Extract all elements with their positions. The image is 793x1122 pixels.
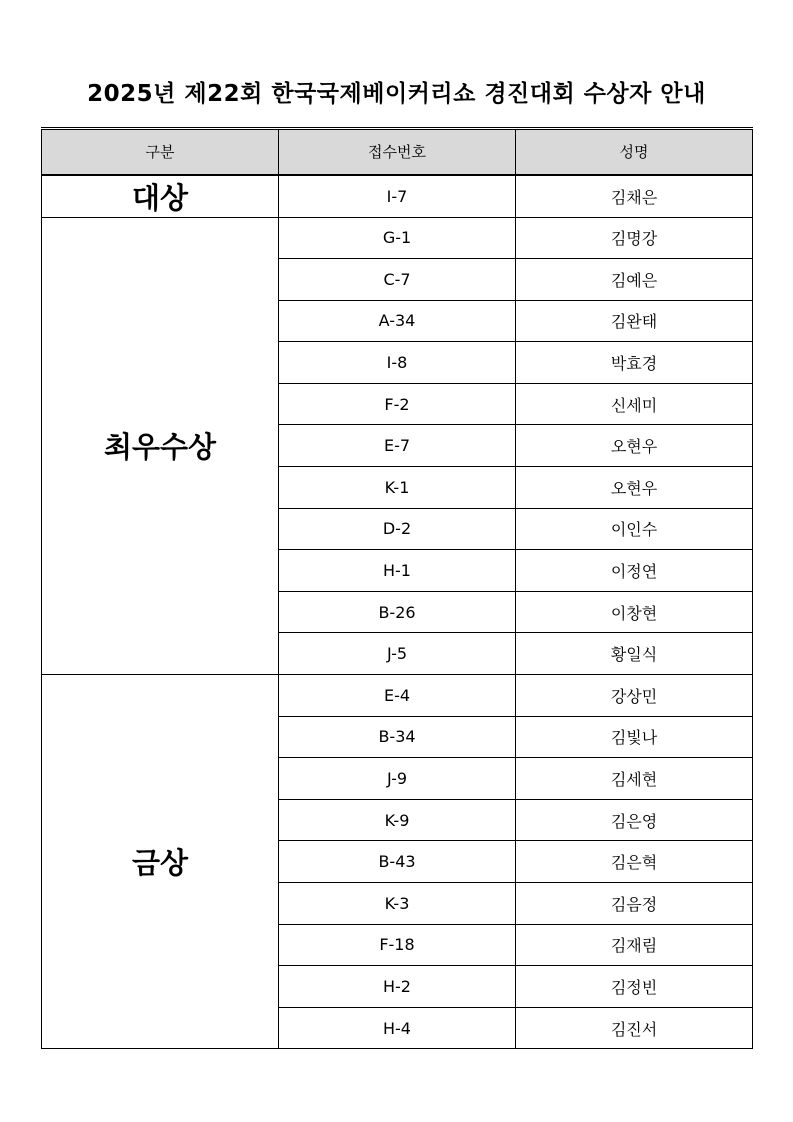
entry-number: E-7 (279, 425, 516, 467)
winner-name: 김은영 (516, 799, 753, 841)
entry-number: H-1 (279, 550, 516, 592)
winner-name: 오현우 (516, 425, 753, 467)
entry-number: K-3 (279, 883, 516, 925)
winner-name: 이인수 (516, 508, 753, 550)
entry-number: J-9 (279, 758, 516, 800)
table-body (42, 175, 753, 1049)
winner-name: 이정연 (516, 550, 753, 592)
entry-number: C-7 (279, 259, 516, 301)
winner-name: 김정빈 (516, 966, 753, 1008)
entry-number: I-7 (279, 175, 516, 218)
entry-number: H-2 (279, 966, 516, 1008)
winner-name: 김예은 (516, 259, 753, 301)
winner-name: 신세미 (516, 383, 753, 425)
winner-name: 김진서 (516, 1007, 753, 1049)
winner-name: 박효경 (516, 342, 753, 384)
winner-name: 김재림 (516, 924, 753, 966)
winner-name: 김빛나 (516, 716, 753, 758)
winner-name: 김채은 (516, 175, 753, 218)
header-name: 성명 (516, 129, 753, 175)
winner-name: 강상민 (516, 675, 753, 717)
winner-name: 김세현 (516, 758, 753, 800)
entry-number: B-26 (279, 591, 516, 633)
header-row (42, 129, 753, 175)
winner-name: 오현우 (516, 467, 753, 509)
table-row (42, 217, 753, 259)
table-row (42, 175, 753, 218)
table-row (42, 675, 753, 717)
entry-number: K-1 (279, 467, 516, 509)
entry-number: E-4 (279, 675, 516, 717)
winner-name: 김은혁 (516, 841, 753, 883)
winner-name: 김명강 (516, 217, 753, 259)
category-excellence-award: 최우수상 (42, 217, 279, 675)
entry-number: J-5 (279, 633, 516, 675)
entry-number: F-2 (279, 383, 516, 425)
winner-name: 이창현 (516, 591, 753, 633)
winner-name: 황일식 (516, 633, 753, 675)
entry-number: B-34 (279, 716, 516, 758)
table-header (42, 129, 753, 175)
category-grand-prize: 대상 (42, 175, 279, 218)
header-category: 구분 (42, 129, 279, 175)
page-title: 2025년 제22회 한국국제베이커리쇼 경진대회 수상자 안내 (87, 81, 706, 107)
winner-name: 김음정 (516, 883, 753, 925)
entry-number: G-1 (279, 217, 516, 259)
entry-number: H-4 (279, 1007, 516, 1049)
awards-table (41, 127, 753, 1049)
entry-number: A-34 (279, 300, 516, 342)
entry-number: I-8 (279, 342, 516, 384)
entry-number: D-2 (279, 508, 516, 550)
entry-number: B-43 (279, 841, 516, 883)
header-number: 접수번호 (279, 129, 516, 175)
entry-number: F-18 (279, 924, 516, 966)
winner-name: 김완태 (516, 300, 753, 342)
category-gold-award: 금상 (42, 675, 279, 1049)
entry-number: K-9 (279, 799, 516, 841)
